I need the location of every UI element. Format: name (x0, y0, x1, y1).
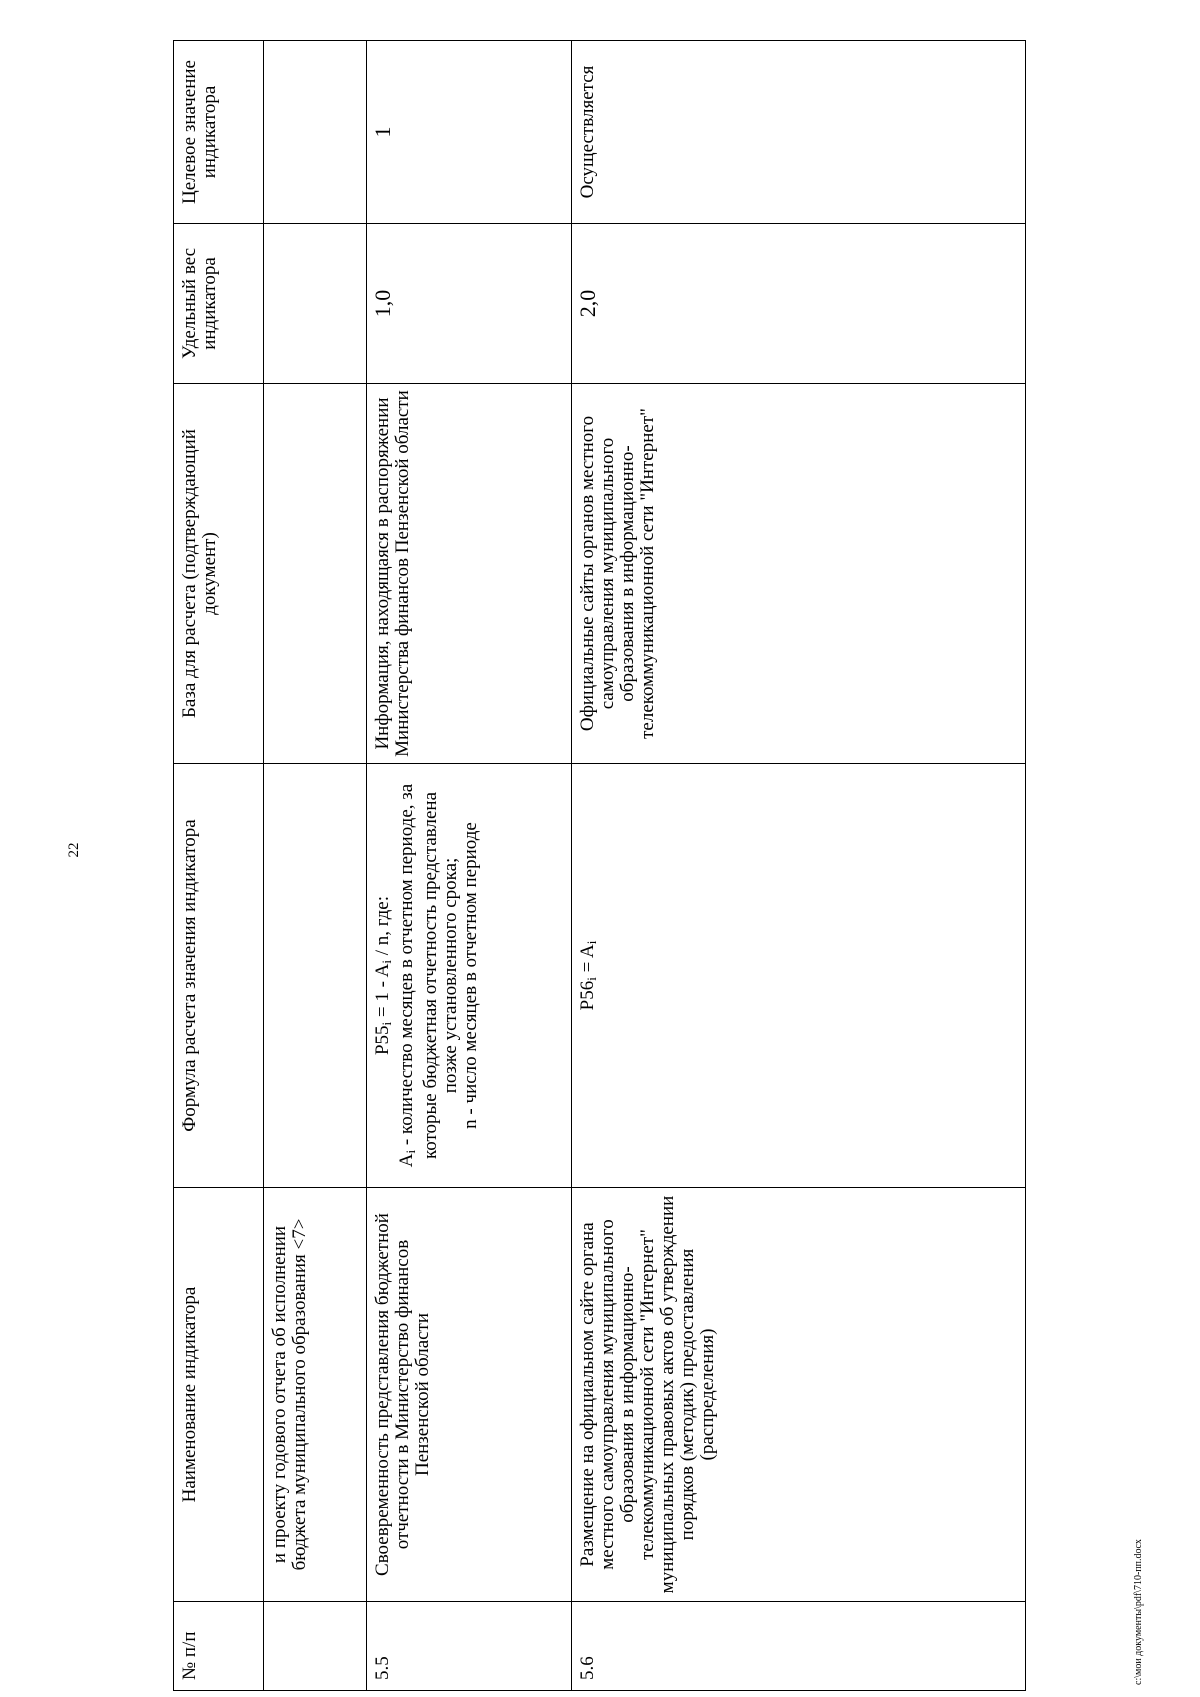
rotated-table-container (173, 41, 1026, 1691)
indicator-table (173, 40, 1026, 1691)
table-row (263, 41, 366, 1691)
row-weight: 2,0 (572, 224, 1026, 384)
row-base (263, 384, 366, 764)
header-name: Наименование индикатора (174, 1188, 264, 1602)
row-weight (263, 224, 366, 384)
header-num: № п/п (174, 1602, 264, 1691)
table-header-row (174, 41, 264, 1691)
row-name: Размещение на официальном сайте органа местного самоуправления муниципального образования в информационно-телекоммуникационной сети "Интернет" муниципальных правовых актов об утверждении порядков (методик) предоставления (распределения) (572, 1188, 1026, 1602)
row-name: и проекту годового отчета об исполнении бюджета муниципального образования <7> (263, 1188, 366, 1602)
row-num: 5.5 (366, 1602, 571, 1691)
formula-expression: $P56_i = A_i$ (577, 940, 600, 1011)
row-target: Осуществляется (572, 41, 1026, 224)
formula-variable-a: $A_i$ - количество месяцев в отчетном периоде, за которые бюджетная отчетность представлена позже установленного срока; (395, 783, 461, 1168)
footer-file-path: c:\мои документы\pdf\710-пп.docx (1133, 1539, 1144, 1685)
header-formula: Формула расчета значения индикатора (174, 764, 264, 1188)
header-weight: Удельный вес индикатора (174, 224, 264, 384)
formula-expression: $P55_i = 1 - A_i / n$, где: (371, 895, 394, 1056)
row-formula (572, 764, 1026, 1188)
row-base: Официальные сайты органов местного самоуправления муниципального образования в информационно-телекоммуникационной сети "Интернет" (572, 384, 1026, 764)
row-formula (263, 764, 366, 1188)
table-row (366, 41, 571, 1691)
table-row (572, 41, 1026, 1691)
header-target: Целевое значение индикатора (174, 41, 264, 224)
header-base: База для расчета (подтверждающий документ) (174, 384, 264, 764)
row-weight: 1,0 (366, 224, 571, 384)
row-num: 5.6 (572, 1602, 1026, 1691)
row-name: Своевременность представления бюджетной отчетности в Министерство финансов Пензенской области (366, 1188, 571, 1602)
formula-variable-n: n - число месяцев в отчетном периоде (459, 822, 481, 1129)
row-formula (366, 764, 571, 1188)
page-number: 22 (66, 842, 82, 858)
row-base: Информация, находящаяся в распоряжении Министерства финансов Пензенской области (366, 384, 571, 764)
row-target (263, 41, 366, 224)
row-num (263, 1602, 366, 1691)
row-target: 1 (366, 41, 571, 224)
